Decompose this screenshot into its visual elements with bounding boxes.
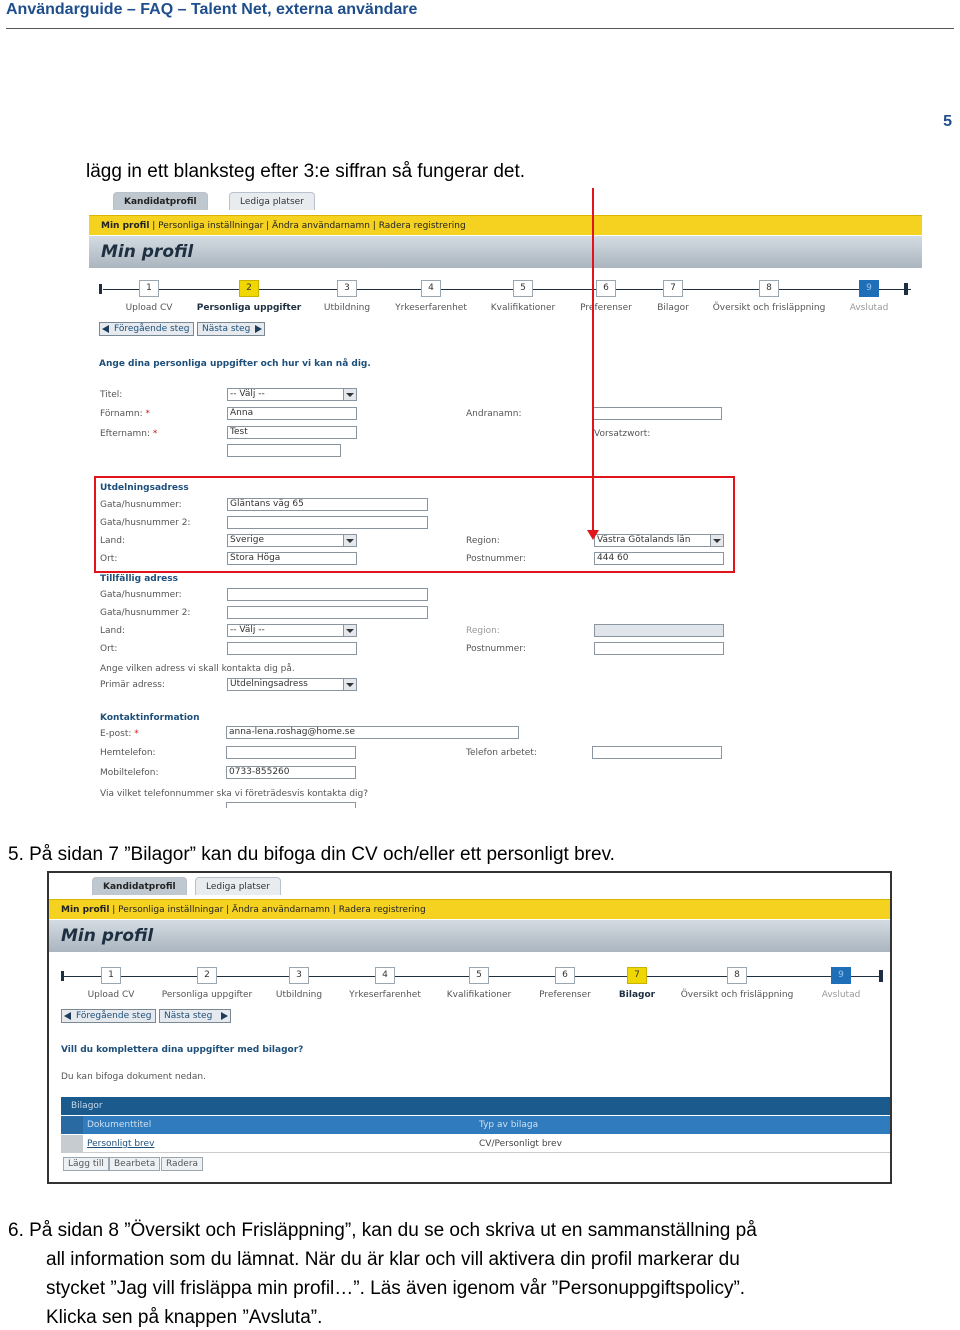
step2-6[interactable]: 6 xyxy=(555,967,575,984)
step5-text: 5. På sidan 7 ”Bilagor” kan du bifoga din CV och/eller ett personligt brev. xyxy=(8,844,615,865)
step-4-label[interactable]: Yrkeserfarenhet xyxy=(395,303,467,313)
select-col-header xyxy=(61,1116,83,1134)
profile-menu-bar-2: Min profil | Personliga inställningar | Ändra användarnamn | Radera registrering xyxy=(49,899,890,919)
menu-andra-anvandarnamn-2[interactable]: Ändra användarnamn xyxy=(232,905,330,915)
step2-1[interactable]: 1 xyxy=(101,967,121,984)
epost-label: E-post: * xyxy=(100,729,139,739)
tab-lediga-platser[interactable]: Lediga platser xyxy=(229,192,315,210)
start-marker-icon-2 xyxy=(61,971,70,981)
step2-3-label[interactable]: Utbildning xyxy=(275,990,323,1000)
via-telefon-select[interactable] xyxy=(226,802,356,808)
tillf-postnummer-label: Postnummer: xyxy=(466,644,526,654)
tillf-gata2-label: Gata/husnummer 2: xyxy=(100,608,191,618)
step-3-label[interactable]: Utbildning xyxy=(323,303,371,313)
col-dokumenttitel[interactable]: Dokumenttitel xyxy=(87,1120,152,1130)
intro-text: lägg in ett blanksteg efter 3:e siffran så fungerar det. xyxy=(86,161,526,182)
step2-9-label[interactable]: Avslutad xyxy=(821,990,861,1000)
col-typ-av-bilaga[interactable]: Typ av bilaga xyxy=(479,1120,539,1130)
tillf-region-label: Region: xyxy=(466,626,500,636)
ort-input[interactable]: Stora Höga xyxy=(227,552,357,565)
step-9[interactable]: 9 xyxy=(859,280,879,297)
next-step-button-2[interactable]: Nästa steg xyxy=(159,1009,231,1023)
land-select[interactable]: Sverige xyxy=(227,534,357,547)
step2-9[interactable]: 9 xyxy=(831,967,851,984)
region-select[interactable]: Västra Götalands län xyxy=(594,534,724,547)
tillf-gata2-input[interactable] xyxy=(227,606,428,619)
document-header: Användarguide – FAQ – Talent Net, externa användare xyxy=(6,1,418,18)
epost-input[interactable]: anna-lena.roshag@home.se xyxy=(226,726,519,739)
hemtelefon-label: Hemtelefon: xyxy=(100,748,156,758)
step6-line3: stycket ”Jag vill frisläppa min profil…”. Läs även igenom vår ”Personuppgiftspolicy”. xyxy=(46,1278,746,1299)
step2-8[interactable]: 8 xyxy=(727,967,747,984)
efternamn-label: Efternamn: * xyxy=(100,429,158,439)
utdelningsadress-heading: Utdelningsadress xyxy=(100,483,189,493)
step2-3[interactable]: 3 xyxy=(289,967,309,984)
step-3[interactable]: 3 xyxy=(337,280,357,297)
menu-personliga[interactable]: Personliga inställningar xyxy=(158,221,264,231)
step-6-label[interactable]: Preferenser xyxy=(580,303,632,313)
highlight-box xyxy=(94,476,735,573)
previous-step-button-2[interactable]: Föregående steg xyxy=(61,1009,156,1023)
andranamn-input[interactable] xyxy=(592,407,722,420)
tillf-gata-label: Gata/husnummer: xyxy=(100,590,182,600)
tab-kandidatprofil-2[interactable]: Kandidatprofil xyxy=(92,877,187,895)
telefon-arbetet-label: Telefon arbetet: xyxy=(466,748,537,758)
row-typ-av-bilaga: CV/Personligt brev xyxy=(479,1139,562,1149)
delete-attachment-button[interactable]: Radera xyxy=(161,1157,203,1171)
step-5-label[interactable]: Kvalifikationer xyxy=(490,303,556,313)
step2-7-label[interactable]: Bilagor xyxy=(618,990,656,1000)
via-telefon-label: Via vilket telefonnummer ska vi företrädesvis kontakta dig? xyxy=(100,789,369,799)
step-2-label[interactable]: Personliga uppgifter xyxy=(196,303,302,313)
tillf-ort-label: Ort: xyxy=(100,644,118,654)
efternamn-input[interactable]: Test xyxy=(227,426,357,439)
bilagor-table-header xyxy=(61,1116,890,1134)
end-marker-icon-2 xyxy=(879,970,883,982)
tillf-region-select[interactable] xyxy=(594,624,724,637)
step2-8-label[interactable]: Översikt och frisläppning xyxy=(680,990,794,1000)
ort-label: Ort: xyxy=(100,554,118,564)
start-marker-icon xyxy=(99,284,108,294)
step6-line1: 6. På sidan 8 ”Översikt och Frisläppning”, kan du se och skriva ut en sammanställning på xyxy=(8,1220,757,1241)
hemtelefon-input[interactable] xyxy=(226,746,356,759)
step-8-label[interactable]: Översikt och frisläppning xyxy=(712,303,826,313)
page-title: Min profil xyxy=(89,236,922,268)
contact-prompt: Ange vilken adress vi skall kontakta dig på. xyxy=(100,664,295,674)
step2-6-label[interactable]: Preferenser xyxy=(539,990,591,1000)
step6-line2: all information som du lämnat. När du är klar och vill aktivera din profil markerar du xyxy=(46,1249,740,1270)
screenshot-personal-details xyxy=(89,188,922,808)
page-title-2: Min profil xyxy=(49,920,890,952)
tillf-gata-input[interactable] xyxy=(227,588,428,601)
titel-label: Titel: xyxy=(100,390,123,400)
step2-2[interactable]: 2 xyxy=(197,967,217,984)
gata-label: Gata/husnummer: xyxy=(100,500,182,510)
bilagor-table-title: Bilagor xyxy=(61,1097,890,1115)
menu-min-profil-2[interactable]: Min profil xyxy=(61,905,110,915)
menu-andra-anvandarnamn[interactable]: Ändra användarnamn xyxy=(272,221,370,231)
step2-4-label[interactable]: Yrkeserfarenhet xyxy=(349,990,421,1000)
step-4[interactable]: 4 xyxy=(421,280,441,297)
vorsatzwort-label: Vorsatzwort: xyxy=(594,429,651,439)
previous-step-button[interactable]: Föregående steg xyxy=(99,322,194,336)
tillf-land-select[interactable]: -- Välj -- xyxy=(227,624,357,637)
step-2[interactable]: 2 xyxy=(239,280,259,297)
land-label: Land: xyxy=(100,536,125,546)
next-step-button[interactable]: Nästa steg xyxy=(197,322,265,336)
tillfallig-heading: Tillfällig adress xyxy=(100,574,178,584)
step-6[interactable]: 6 xyxy=(596,280,616,297)
edit-attachment-button[interactable]: Bearbeta xyxy=(109,1157,160,1171)
add-attachment-button[interactable]: Lägg till xyxy=(63,1157,109,1171)
step6-line4: Klicka sen på knappen ”Avsluta”. xyxy=(46,1307,323,1328)
app-tabs-2 xyxy=(49,873,890,895)
step-7-label[interactable]: Bilagor xyxy=(657,303,689,313)
menu-min-profil[interactable]: Min profil xyxy=(101,221,150,231)
step-8[interactable]: 8 xyxy=(759,280,779,297)
step-1-label[interactable]: Upload CV xyxy=(125,303,173,313)
step-9-label[interactable]: Avslutad xyxy=(849,303,889,313)
telefon-arbetet-input[interactable] xyxy=(592,746,722,759)
highlight-arrow-line xyxy=(592,188,594,531)
tab-kandidatprofil[interactable]: Kandidatprofil xyxy=(113,192,208,210)
tab-lediga-platser-2[interactable]: Lediga platser xyxy=(195,877,281,895)
name-extra-input[interactable] xyxy=(227,444,341,457)
primar-adress-label: Primär adress: xyxy=(100,680,165,690)
fornamn-input[interactable]: Anna xyxy=(227,407,357,420)
menu-radera-2[interactable]: Radera registrering xyxy=(338,905,426,915)
header-rule xyxy=(6,28,954,29)
step2-5[interactable]: 5 xyxy=(469,967,489,984)
row-dokumenttitel[interactable]: Personligt brev xyxy=(87,1139,155,1149)
step2-7[interactable]: 7 xyxy=(627,967,647,984)
step-1[interactable]: 1 xyxy=(139,280,159,297)
bilagor-hint: Du kan bifoga dokument nedan. xyxy=(61,1072,206,1082)
app-tabs xyxy=(89,188,922,210)
step-track xyxy=(103,289,911,290)
kontakt-heading: Kontaktinformation xyxy=(100,713,200,723)
bilagor-question: Vill du komplettera dina uppgifter med bilagor? xyxy=(61,1045,304,1055)
form-intro: Ange dina personliga uppgifter och hur vi kan nå dig. xyxy=(99,359,371,369)
table-row[interactable] xyxy=(61,1135,890,1153)
step2-2-label[interactable]: Personliga uppgifter xyxy=(161,990,253,1000)
highlight-arrow-head xyxy=(587,530,599,540)
page-number: 5 xyxy=(943,113,952,130)
titel-select[interactable]: -- Välj -- xyxy=(227,388,357,401)
tillf-ort-input[interactable] xyxy=(227,642,357,655)
profile-menu-bar: Min profil | Personliga inställningar | Ändra användarnamn | Radera registrering xyxy=(89,215,922,235)
gata-input[interactable]: Gläntans väg 65 xyxy=(227,498,428,511)
tillf-postnummer-input[interactable] xyxy=(594,642,724,655)
mobil-label: Mobiltelefon: xyxy=(100,768,159,778)
tillf-land-label: Land: xyxy=(100,626,125,636)
postnummer-label: Postnummer: xyxy=(466,554,526,564)
step-5[interactable]: 5 xyxy=(513,280,533,297)
andranamn-label: Andranamn: xyxy=(466,409,522,419)
postnummer-input[interactable]: 444 60 xyxy=(594,552,724,565)
menu-radera[interactable]: Radera registrering xyxy=(378,221,466,231)
step2-4[interactable]: 4 xyxy=(375,967,395,984)
screenshot-bilagor xyxy=(47,871,892,1184)
step-7[interactable]: 7 xyxy=(663,280,683,297)
region-label: Region: xyxy=(466,536,500,546)
gata2-label: Gata/husnummer 2: xyxy=(100,518,191,528)
step2-1-label[interactable]: Upload CV xyxy=(87,990,135,1000)
fornamn-label: Förnamn: * xyxy=(100,409,151,419)
primar-adress-select[interactable]: Utdelningsadress xyxy=(227,678,357,691)
end-marker-icon xyxy=(904,283,908,295)
mobil-input[interactable]: 0733-855260 xyxy=(226,766,356,779)
row-select-cell[interactable] xyxy=(61,1135,83,1153)
step2-5-label[interactable]: Kvalifikationer xyxy=(446,990,512,1000)
menu-personliga-2[interactable]: Personliga inställningar xyxy=(118,905,224,915)
